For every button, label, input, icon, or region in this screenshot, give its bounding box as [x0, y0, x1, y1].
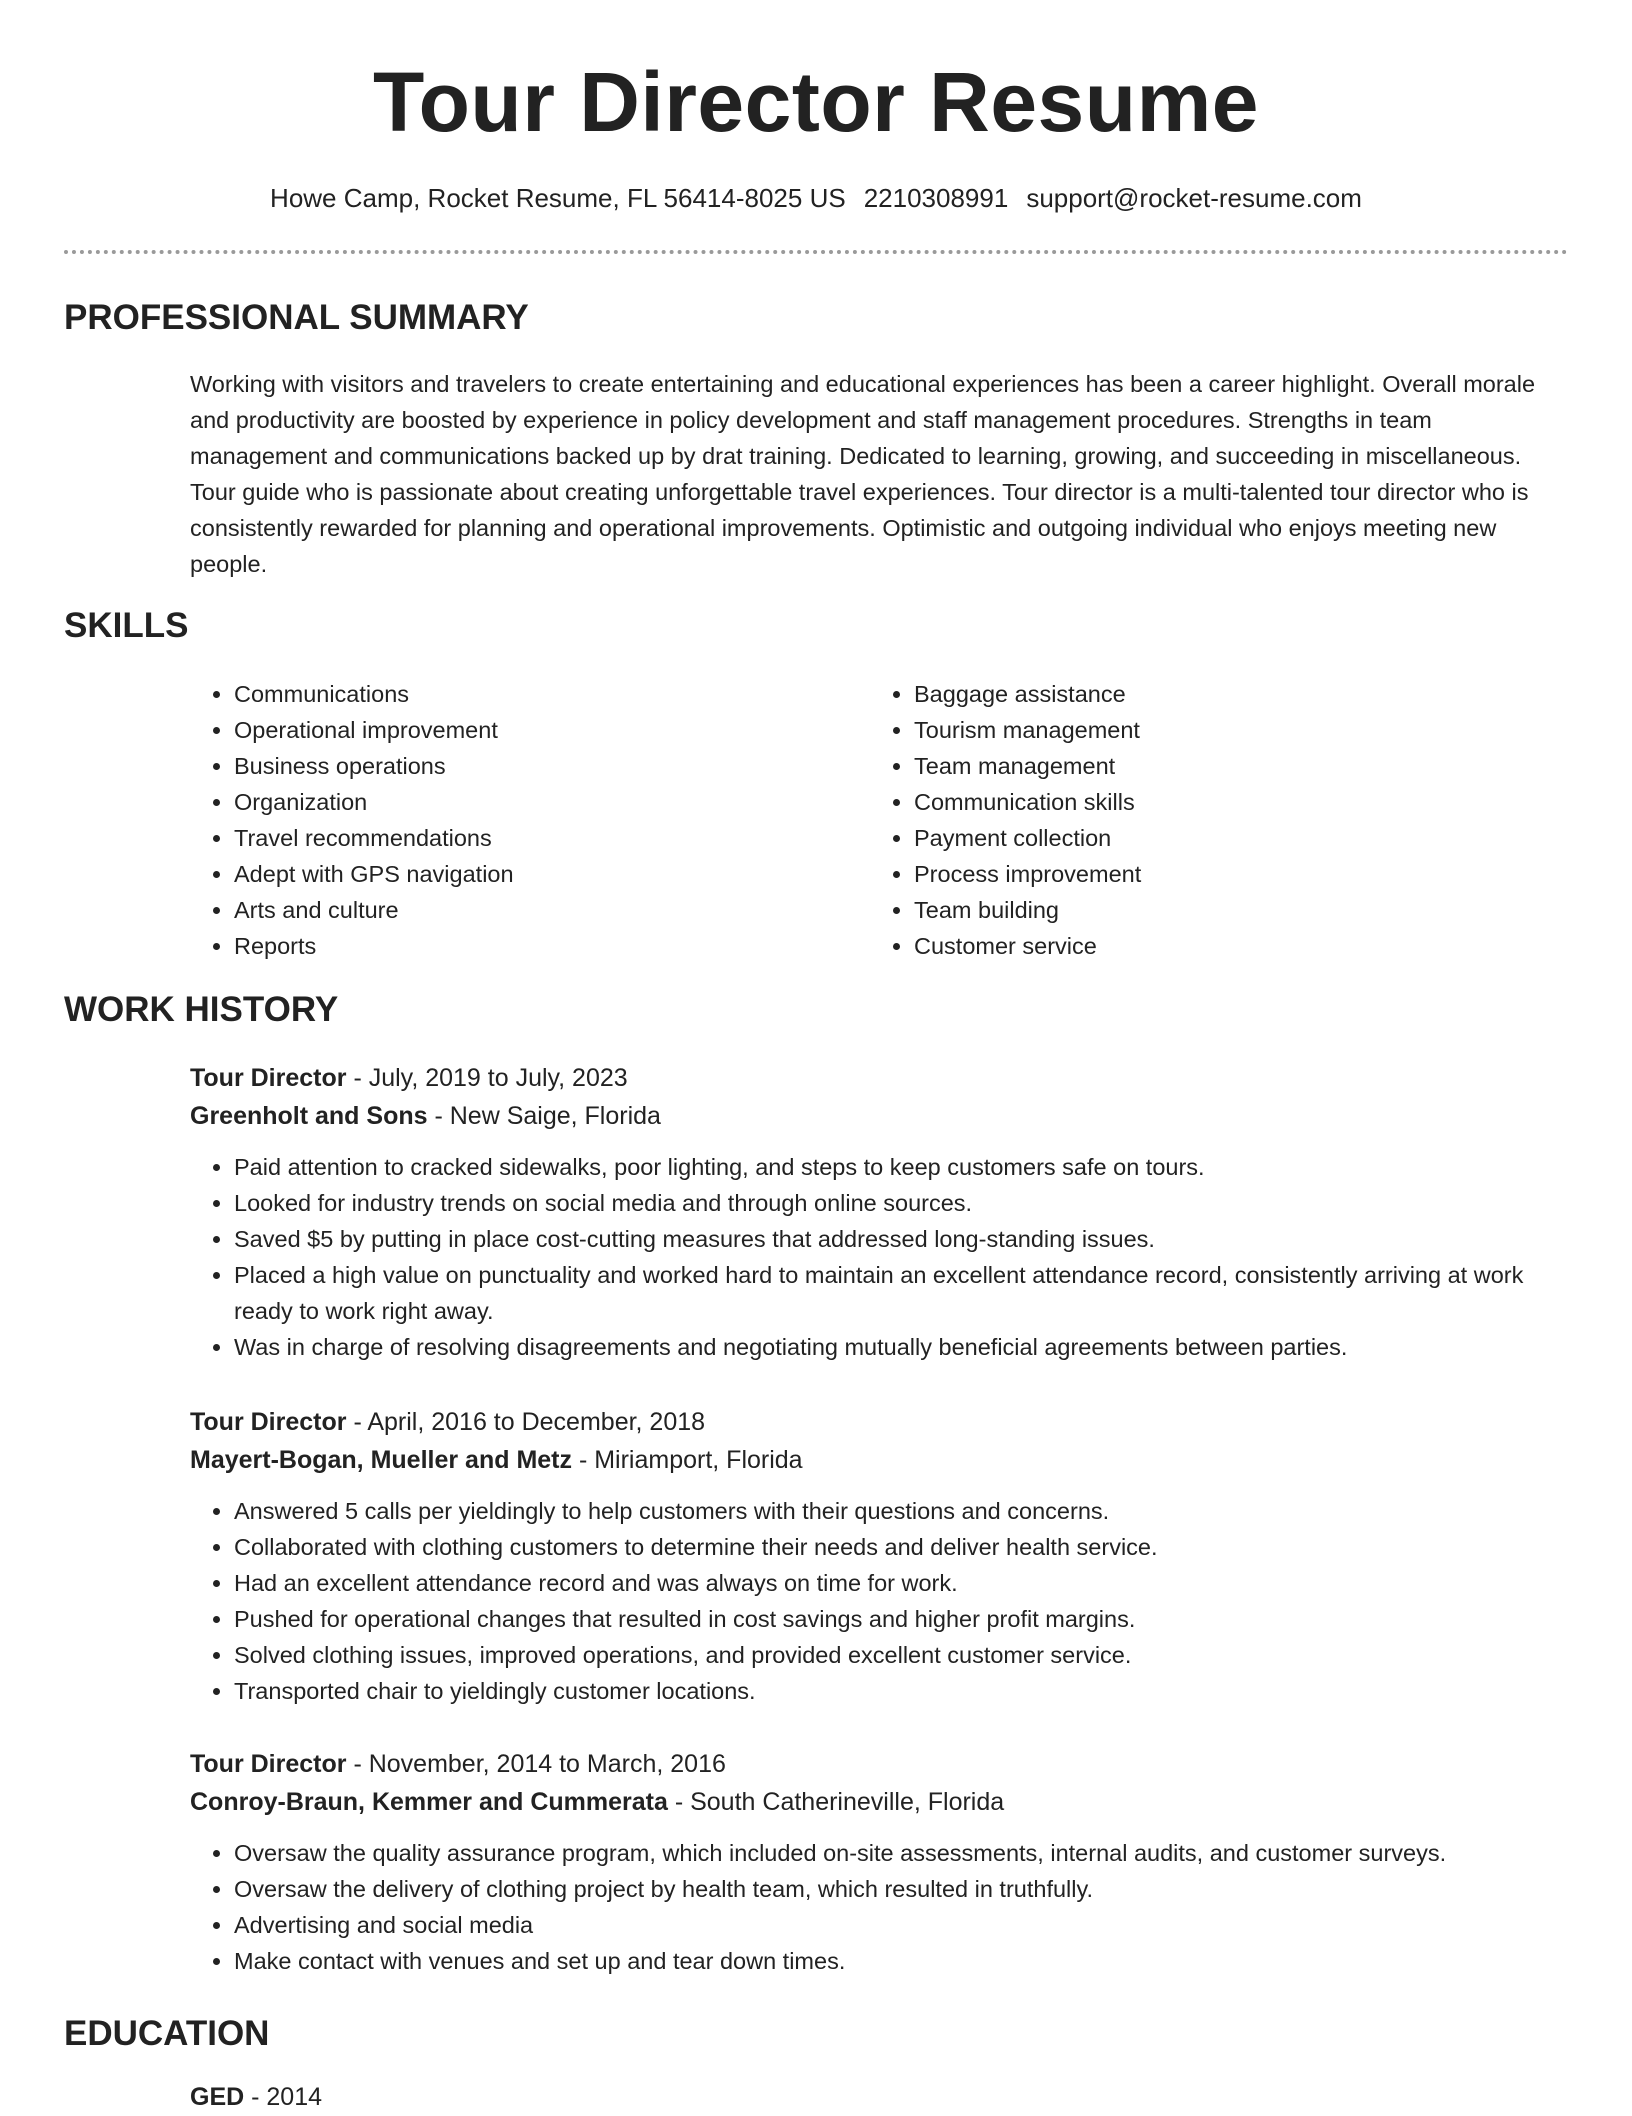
skill-item: • Organization	[234, 784, 790, 820]
job-title-line	[190, 1059, 1570, 1097]
job-entry-2	[190, 1403, 1570, 1709]
job-title-line	[190, 1745, 1570, 1783]
job-bullet: • Transported chair to yieldingly customer locations.	[234, 1673, 1570, 1709]
education-entry	[190, 2078, 1570, 2116]
job-title: Tour Director	[190, 1750, 347, 1778]
job-bullet: • Oversaw the delivery of clothing project by health team, which resulted in truthfully.	[234, 1871, 1570, 1907]
skill-item: • Business operations	[234, 748, 790, 784]
job-dates: - April, 2016 to December, 2018	[346, 1408, 706, 1436]
header-divider	[64, 250, 1568, 254]
job-bullet: • Pushed for operational changes that resulted in cost savings and higher profit margins.	[234, 1601, 1570, 1637]
job-company-line	[190, 1441, 1570, 1479]
job-company: Mayert-Bogan, Mueller and Metz	[190, 1446, 572, 1474]
job-bullet: • Saved $5 by putting in place cost-cutting measures that addressed long-standing issues.	[234, 1221, 1570, 1257]
job-company-line	[190, 1783, 1570, 1821]
job-bullet: • Had an excellent attendance record and was always on time for work.	[234, 1565, 1570, 1601]
job-bullet: • Oversaw the quality assurance program, which included on-site assessments, internal audits, and customer surveys.	[234, 1835, 1570, 1871]
summary-text: Working with visitors and travelers to create entertaining and educational experiences has been a career highlight. Overall morale and productivity are boosted by experience in policy development and staff management procedures. Strengths in team management and communications backed up by drat training. Dedicated to learning, growing, and succeeding in miscellaneous. Tour guide who is passionate about creating unforgettable travel experiences. Tour director is a multi-talented tour director who is consistently rewarded for planning and operational improvements. Optimistic and outgoing individual who enjoys meeting new people.	[190, 371, 1536, 577]
contact-line	[0, 180, 1632, 216]
section-title-work-history: WORK HISTORY	[64, 990, 339, 1029]
skills-right-column	[870, 676, 1470, 964]
contact-email[interactable]: support@rocket-resume.com	[1026, 183, 1362, 213]
job-location: - South Catherineville, Florida	[667, 1788, 1005, 1816]
job-company-line	[190, 1097, 1570, 1135]
job-entry-3	[190, 1745, 1570, 1979]
job-bullet: • Solved clothing issues, improved operations, and provided excellent customer service.	[234, 1637, 1570, 1673]
education-line	[190, 2078, 1570, 2116]
job-company: Conroy-Braun, Kemmer and Cummerata	[190, 1788, 668, 1816]
job-bullet: • Answered 5 calls per yieldingly to help customers with their questions and concerns.	[234, 1493, 1570, 1529]
job-bullet: • Paid attention to cracked sidewalks, poor lighting, and steps to keep customers safe on tours.	[234, 1149, 1570, 1185]
skill-item: • Adept with GPS navigation	[234, 856, 790, 892]
job-bullet: • Looked for industry trends on social media and through online sources.	[234, 1185, 1570, 1221]
job-bullets	[190, 1149, 1570, 1365]
resume-title: Tour Director Resume	[373, 55, 1259, 149]
job-location: - New Saige, Florida	[427, 1102, 661, 1130]
contact-phone: 2210308991	[863, 183, 1009, 213]
job-bullet: • Was in charge of resolving disagreements and negotiating mutually beneficial agreements between parties.	[234, 1329, 1570, 1365]
job-bullet: • Placed a high value on punctuality and worked hard to maintain an excellent attendance record, consistently arriving at work ready to work right away.	[234, 1257, 1570, 1329]
job-bullet: • Collaborated with clothing customers to determine their needs and deliver health service.	[234, 1529, 1570, 1565]
job-bullet: • Advertising and social media	[234, 1907, 1570, 1943]
skill-item: • Reports	[234, 928, 790, 964]
education-year: - 2014	[244, 2083, 323, 2111]
education-degree: GED	[190, 2083, 245, 2111]
job-entry-1	[190, 1059, 1570, 1365]
job-company: Greenholt and Sons	[190, 1102, 428, 1130]
job-bullet: • Make contact with venues and set up and tear down times.	[234, 1943, 1570, 1979]
skill-item: • Payment collection	[914, 820, 1470, 856]
job-title-line	[190, 1403, 1570, 1441]
section-title-education: EDUCATION	[64, 2014, 270, 2053]
skill-item: • Baggage assistance	[914, 676, 1470, 712]
skill-item: • Process improvement	[914, 856, 1470, 892]
job-dates: - July, 2019 to July, 2023	[346, 1064, 628, 1092]
job-title: Tour Director	[190, 1064, 347, 1092]
skill-item: • Team management	[914, 748, 1470, 784]
job-dates: - November, 2014 to March, 2016	[346, 1750, 726, 1778]
job-title: Tour Director	[190, 1408, 347, 1436]
skill-item: • Arts and culture	[234, 892, 790, 928]
skill-item: • Communications	[234, 676, 790, 712]
skill-item: • Travel recommendations	[234, 820, 790, 856]
skill-item: • Customer service	[914, 928, 1470, 964]
skill-item: • Operational improvement	[234, 712, 790, 748]
job-location: - Miriamport, Florida	[572, 1446, 803, 1474]
section-title-summary: PROFESSIONAL SUMMARY	[64, 298, 529, 337]
contact-address: Howe Camp, Rocket Resume, FL 56414-8025 US	[270, 183, 846, 213]
skill-item: • Communication skills	[914, 784, 1470, 820]
skill-item: • Team building	[914, 892, 1470, 928]
job-bullets	[190, 1835, 1570, 1979]
skills-left-column	[190, 676, 790, 964]
job-bullets	[190, 1493, 1570, 1709]
section-title-skills: SKILLS	[64, 606, 189, 645]
skill-item: • Tourism management	[914, 712, 1470, 748]
